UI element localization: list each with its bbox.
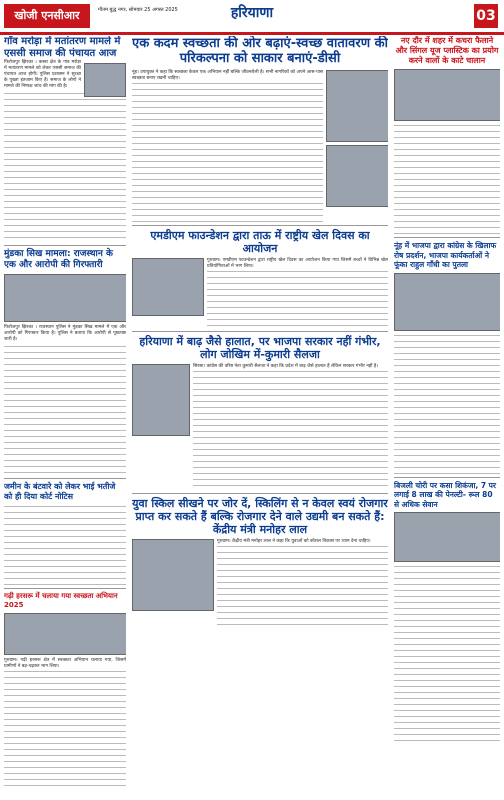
edition-meta: गौतम बुद्ध नगर, सोमवार 25 अगस्त 2025 [98, 7, 178, 13]
header-rule [0, 32, 504, 35]
photo [394, 512, 500, 562]
article-text-block [394, 124, 500, 234]
newspaper-logo: खोजी एनसीआर [4, 4, 90, 28]
article-headline: युवा स्किल सीखने पर जोर दें, स्किलिंग से न केवल स्वयं रोजगार प्राप्त कर सकते हैं बल्कि रोजगार देने वाले उद्यमी बन सकते हैं: केंद्रीय मंत्री मनोहर लाल [132, 497, 388, 536]
article-text-block [132, 82, 323, 222]
article-text-block [217, 545, 388, 625]
article-headline: बिजली चोरी पर कसा शिकंजा, 7 पर लगाई 8 लाख की पेनल्टी- रूल 80 से अधिक सेवान [394, 480, 497, 509]
lead-headline: एक कदम स्वच्छता की ओर बढ़ाएं-स्वच्छ वातावरण की परिकल्पना को साकार बनाएं-डीसी [132, 36, 388, 66]
article-headline: हरियाणा में बाढ़ जैसे हालात, पर भाजपा सरकार नहीं गंभीर, लोग जोखिम में-कुमारी सैलजा [139, 335, 381, 361]
masthead [0, 0, 504, 34]
lead-photos [326, 70, 388, 222]
photo [326, 145, 388, 207]
article-body: सिरसा। कांग्रेस की वरिष्ठ नेता कुमारी सैलजा ने कहा कि प्रदेश में बाढ़ जैसे हालात हैं लेकिन सरकार गंभीर नहीं है। [193, 364, 379, 369]
article-text-block [207, 270, 388, 328]
divider [132, 493, 388, 494]
article-headline: जमीन के बंटवारे को लेकर भाई भतीजे को ही दिया कोर्ट नोटिस [4, 482, 116, 501]
photo [132, 539, 214, 611]
article-headline: गढ़ी हरसरू में चलाया गया स्वच्छता अभियान 2025 [4, 592, 118, 609]
article-text-block [4, 670, 126, 790]
divider [394, 477, 500, 478]
article-text-block [193, 370, 388, 490]
section-title: हरियाणा [230, 5, 274, 21]
story-text [207, 258, 388, 328]
lead-text [132, 70, 323, 222]
story-block [132, 539, 388, 625]
divider [4, 245, 126, 246]
article-headline: गाँव मरोड़ा में मतांतरण मामले में एससी समाज की पंचायत आज [4, 36, 121, 59]
photo [394, 69, 500, 121]
photo [132, 258, 204, 316]
article-body: गुरुग्राम। एमडीएम फाउन्डेशन द्वारा राष्ट्रीय खेल दिवस का आयोजन किया गया जिसमें बच्चों ने विभिन्न खेल प्रतियोगिताओं में भाग लिया। [207, 258, 388, 269]
divider [4, 478, 126, 479]
story-block [132, 364, 388, 490]
photo [326, 70, 388, 142]
photo [84, 63, 126, 97]
article-text-block [4, 345, 126, 475]
article-headline: नए दौर में शहर में कचरा फैलाने और सिंगल यूज प्लास्टिक का प्रयोग करने वालों के काटे चालान [395, 36, 499, 65]
lead-story [132, 70, 388, 222]
divider [4, 588, 126, 589]
divider [132, 331, 388, 332]
article-headline: मुंडका सिख मामला: राजस्थान के एक और आरोपी की गिरफ्तारी [4, 249, 113, 270]
article-body: गुरुग्राम। केंद्रीय मंत्री मनोहर लाल ने कहा कि युवाओं को कौशल विकास पर ध्यान देना चाहिए। [217, 539, 371, 544]
article-body: फिरोजपुर झिरका । कस्बा क्षेत्र के गांव मरोड़ा में मतांतरण मामले को लेकर एससी समाज की पंचायत आज होगी। पुलिस प्रशासन ने सुरक्षा के पुख्ता इंतजाम किए हैं। समाज के लोगों ने मामले की निष्पक्ष जांच की मांग की है। [4, 60, 81, 89]
article-text-block [4, 505, 126, 585]
photo [4, 613, 126, 655]
photo [132, 364, 190, 436]
divider [394, 237, 500, 238]
article-headline: नूंह में भाजपा द्वारा कांग्रेस के खिलाफ रोष प्रदर्शन, भाजपा कार्यकर्ताओं ने फूंका राहुल गाँधी का पुतला [394, 241, 497, 269]
right-column [394, 36, 500, 796]
article-body: नूंह। उपायुक्त ने कहा कि स्वच्छता केवल एक अभियान नहीं बल्कि जीवनशैली है। सभी नागरिकों को अपने आस-पास स्वच्छता बनाए रखनी चाहिए। [132, 70, 323, 81]
story-text [217, 539, 388, 625]
divider [132, 225, 388, 226]
article-text-block [394, 565, 500, 745]
article-headline: एमडीएम फाउन्डेशन द्वारा ताऊ में राष्ट्रीय खेल दिवस का आयोजन [150, 229, 370, 255]
article-body: फिरोजपुर झिरका । राजस्थान पुलिस ने मुंडका सिख मामले में एक और आरोपी को गिरफ्तार किया है। पुलिस ने बताया कि आरोपी से पूछताछ जारी है। [4, 325, 126, 342]
photo [394, 273, 500, 331]
photo [4, 274, 126, 322]
center-column [132, 36, 388, 796]
story-text [193, 364, 388, 490]
article-text-block [394, 334, 500, 474]
article-body: गुरुग्राम। गढ़ी हरसरू क्षेत्र में स्वच्छता अभियान चलाया गया, जिसमें ग्रामीणों ने बढ़-चढ़कर भाग लिया। [4, 658, 126, 669]
left-column [4, 36, 126, 796]
page-number: 03 [474, 4, 498, 28]
story-block [132, 258, 388, 328]
article-text-block [4, 92, 126, 242]
